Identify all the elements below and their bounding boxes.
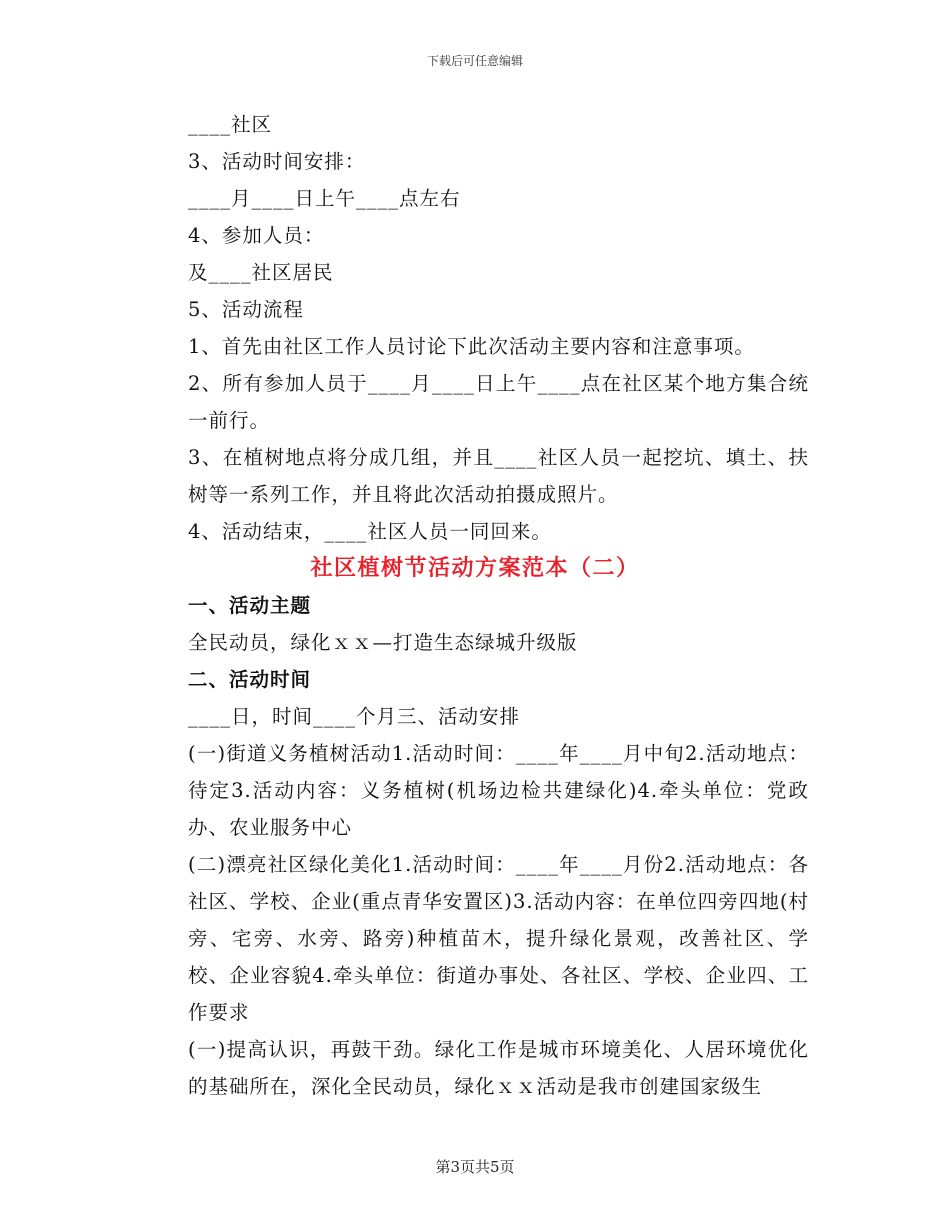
paragraph: 2、所有参加人员于____月____日上午____点在社区某个地方集合统一前行。 bbox=[188, 372, 809, 432]
text-line: 4、参加人员： bbox=[188, 224, 325, 247]
text-line: ____月____日上午____点左右 bbox=[188, 187, 461, 210]
text-line: ____日，时间____个月三、活动安排 bbox=[188, 705, 521, 728]
text-line: 4、活动结束，____社区人员一同回来。 bbox=[188, 520, 552, 543]
paragraph: 3、在植树地点将分成几组，并且____社区人员一起挖坑、填土、扶树等一系列工作，并且将此次活动拍摄成照片。 bbox=[188, 446, 809, 506]
page-header: 下载后可任意编辑 bbox=[426, 54, 523, 68]
text-line: 及____社区居民 bbox=[188, 261, 334, 284]
text-line: 全民动员，绿化ｘｘ—打造生态绿城升级版 bbox=[188, 631, 578, 654]
heading-activity-theme: 一、活动主题 bbox=[188, 594, 312, 617]
paragraph: (一)街道义务植树活动1.活动时间：____年____月中旬2.活动地点：待定3.活动内容：义务植树(机场边检共建绿化)4.牵头单位：党政办、农业服务中心 bbox=[188, 742, 809, 839]
paragraph: (一)提高认识，再鼓干劲。绿化工作是城市环境美化、人居环境优化的基础所在，深化全民动员，绿化ｘｘ活动是我市创建国家级生 bbox=[188, 1038, 809, 1098]
text-line: 5、活动流程 bbox=[188, 298, 304, 321]
document-body bbox=[141, 106, 809, 1105]
paragraph: (二)漂亮社区绿化美化1.活动时间：____年____月份2.活动地点：各社区、学校、企业(重点青华安置区)3.活动内容：在单位四旁四地(村旁、宅旁、水旁、路旁)种植苗木，提升绿化景观，改善社区、学校、企业容貌4.牵头单位：街道办事处、各社区、学校、企业四、工作要求 bbox=[188, 853, 809, 1024]
text-line: 1、首先由社区工作人员讨论下此次活动主要内容和注意事项。 bbox=[188, 335, 755, 358]
heading-activity-time: 二、活动时间 bbox=[188, 668, 312, 691]
page-footer: 第3页共5页 bbox=[435, 1158, 515, 1176]
text-line: ____社区 bbox=[188, 113, 273, 136]
section-title: 社区植树节活动方案范本（二） bbox=[310, 555, 640, 581]
text-line: 3、活动时间安排： bbox=[188, 150, 366, 173]
